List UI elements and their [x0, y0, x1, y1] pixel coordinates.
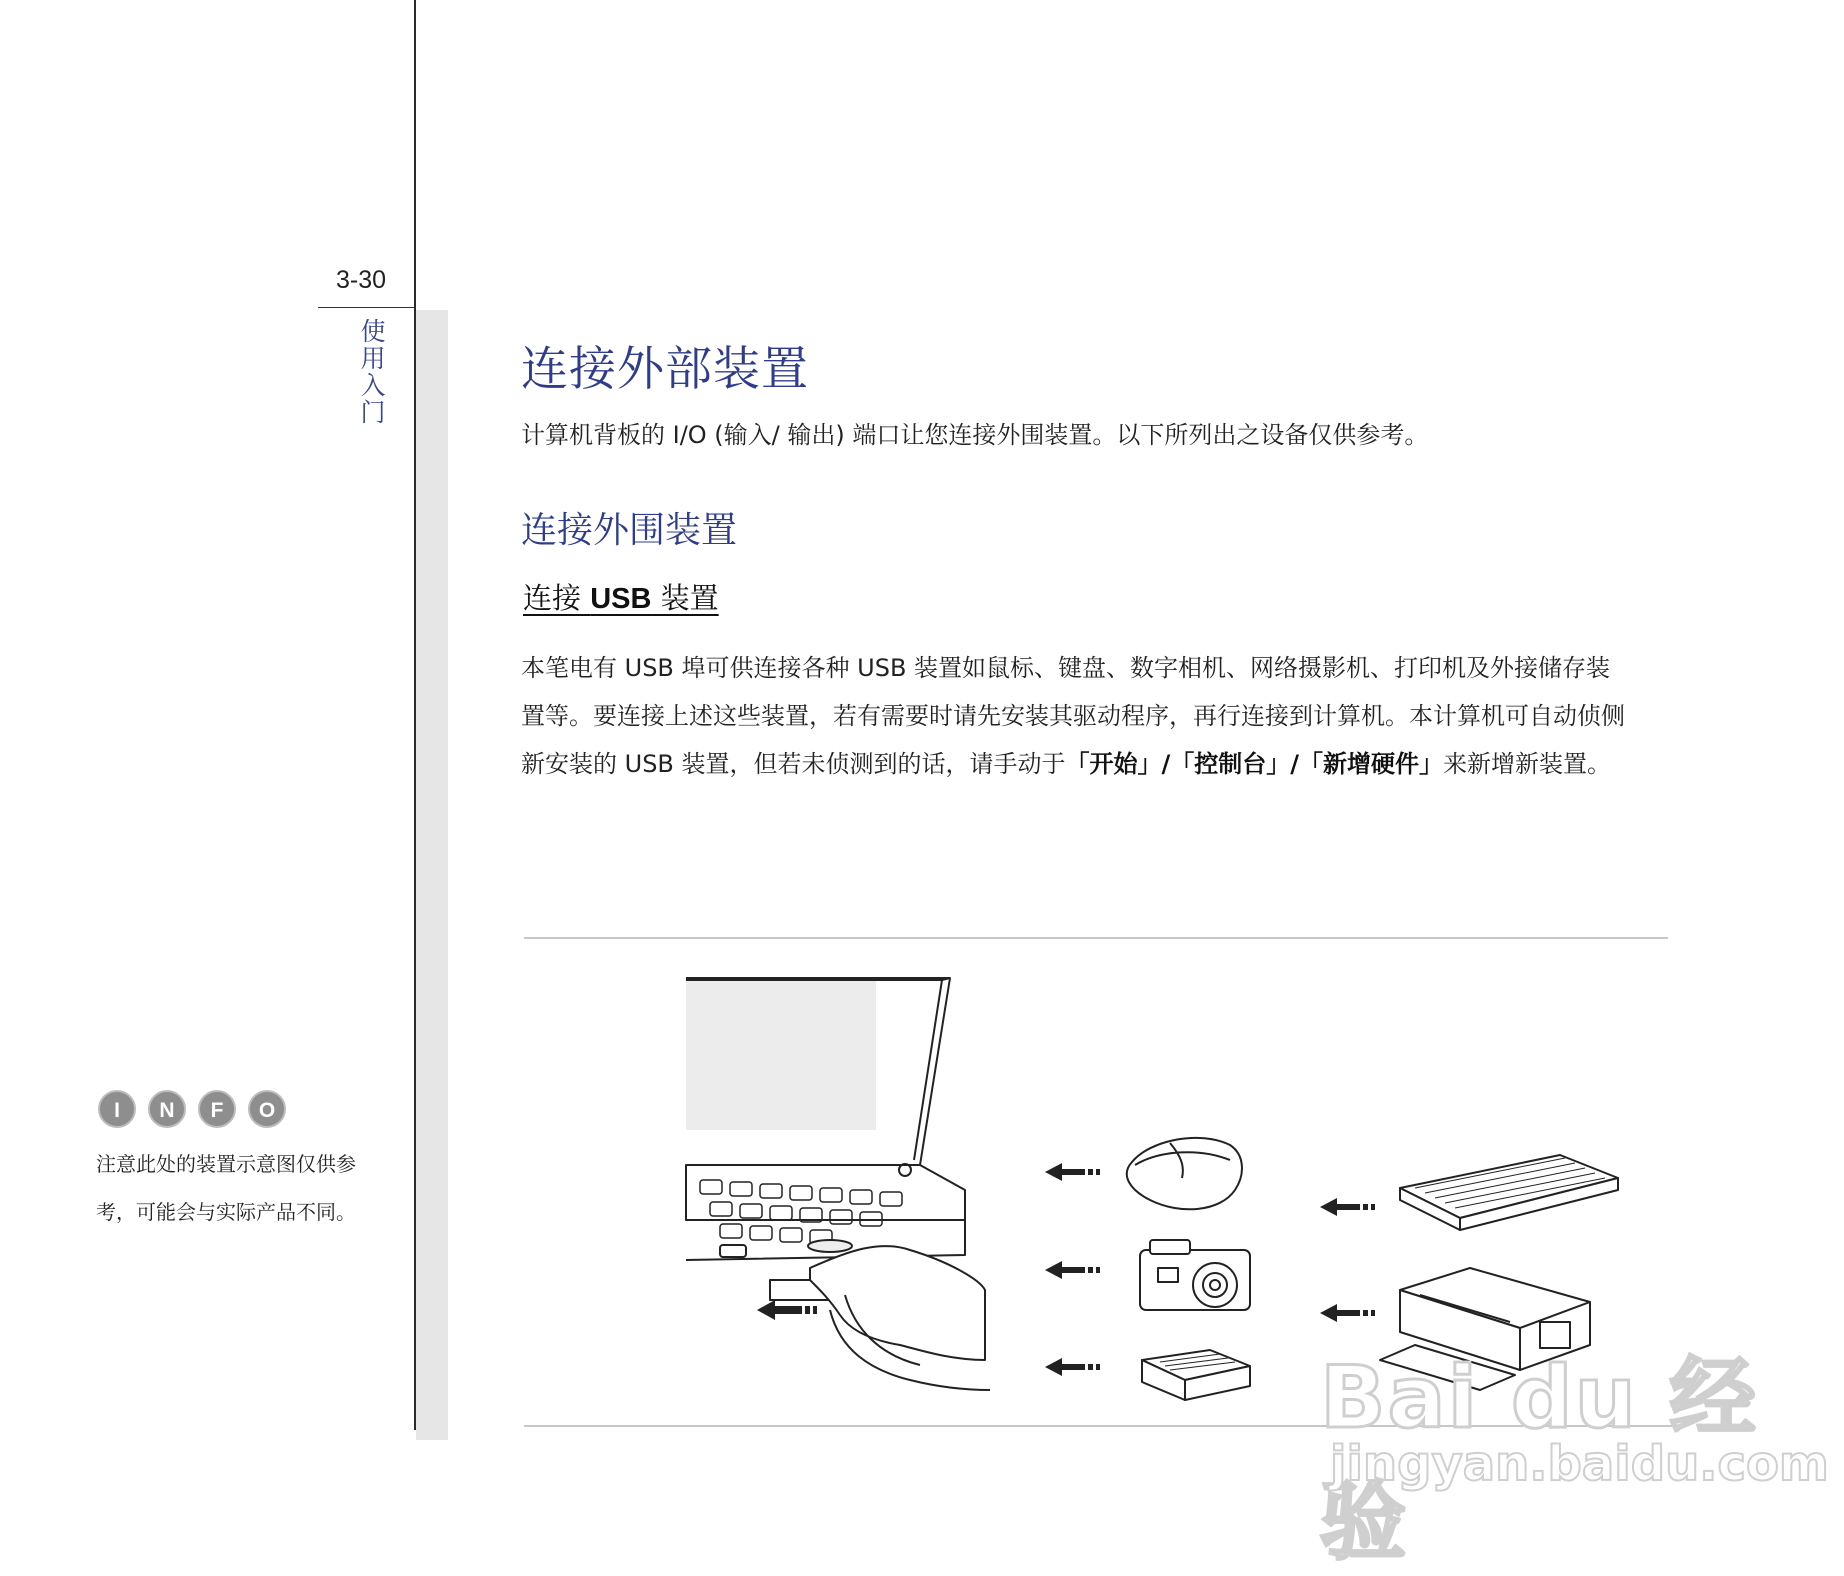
margin-gray-strip — [416, 310, 448, 1440]
hand-plugging-usb — [770, 1246, 990, 1390]
page-number-rule — [318, 307, 416, 308]
usb-body-main: 本笔电有 USB 埠可供连接各种 USB 装置如鼠标、键盘、数字相机、网络摄影机、打印机及外接储存装置等。要连接上述这些装置，若有需要时请先安装其驱动程序，再行连接到计算机。本计算机可自动侦侧新安装的 USB 装置，但若未侦测到的话，请手动于 — [521, 654, 1625, 778]
arrow-camera-icon — [1045, 1261, 1100, 1279]
mouse-icon — [1127, 1138, 1242, 1209]
page-number: 3-30 — [336, 266, 387, 294]
arrow-keyboard-icon — [1320, 1198, 1375, 1216]
keyboard-icon — [1400, 1155, 1618, 1230]
laptop-illustration — [686, 978, 965, 1260]
section-intro: 计算机背板的 I/O (输入/ 输出) 端口让您连接外围装置。以下所列出之设备仅供参考。 — [521, 421, 1429, 449]
chapter-char: 门 — [360, 398, 386, 427]
usb-heading — [523, 576, 719, 617]
info-letter-i: I — [98, 1090, 136, 1128]
info-note-line: 注意此处的装置示意图仅供参 — [96, 1152, 356, 1176]
chapter-char: 用 — [360, 344, 386, 373]
info-letter-f: F — [198, 1090, 236, 1128]
info-letter-n: N — [148, 1090, 186, 1128]
external-drive-icon — [1142, 1350, 1250, 1400]
arrow-drive-icon — [1045, 1358, 1100, 1376]
usb-heading-suffix: 装置 — [651, 581, 719, 615]
section-title: 连接外部装置 — [521, 342, 809, 397]
usb-body-text — [521, 644, 1631, 788]
menu-path: 「开始」/「控制台」/「新增硬件」 — [1065, 750, 1444, 778]
usb-body-end: 来新增新装置。 — [1443, 750, 1612, 778]
info-note — [96, 1140, 396, 1236]
subsection-title: 连接外围装置 — [521, 510, 738, 551]
info-letter-o: O — [248, 1090, 286, 1128]
baidu-watermark: Bai du 经验 — [1320, 1348, 1758, 1572]
chapter-char: 入 — [360, 371, 386, 400]
info-note-line: 考，可能会与实际产品不同。 — [96, 1200, 356, 1224]
camera-icon — [1140, 1240, 1250, 1310]
arrow-mouse-icon — [1045, 1163, 1100, 1181]
usb-heading-prefix: 连接 — [523, 581, 591, 615]
chapter-char: 使 — [360, 317, 386, 346]
arrow-to-port-icon — [757, 1300, 817, 1320]
arrow-printer-icon — [1320, 1304, 1375, 1322]
chapter-label — [358, 318, 388, 426]
figure-top-rule — [524, 937, 1668, 939]
info-badge — [98, 1090, 308, 1130]
baidu-watermark-url: jingyan.baidu.com — [1330, 1436, 1829, 1492]
usb-heading-bold: USB — [590, 583, 652, 615]
